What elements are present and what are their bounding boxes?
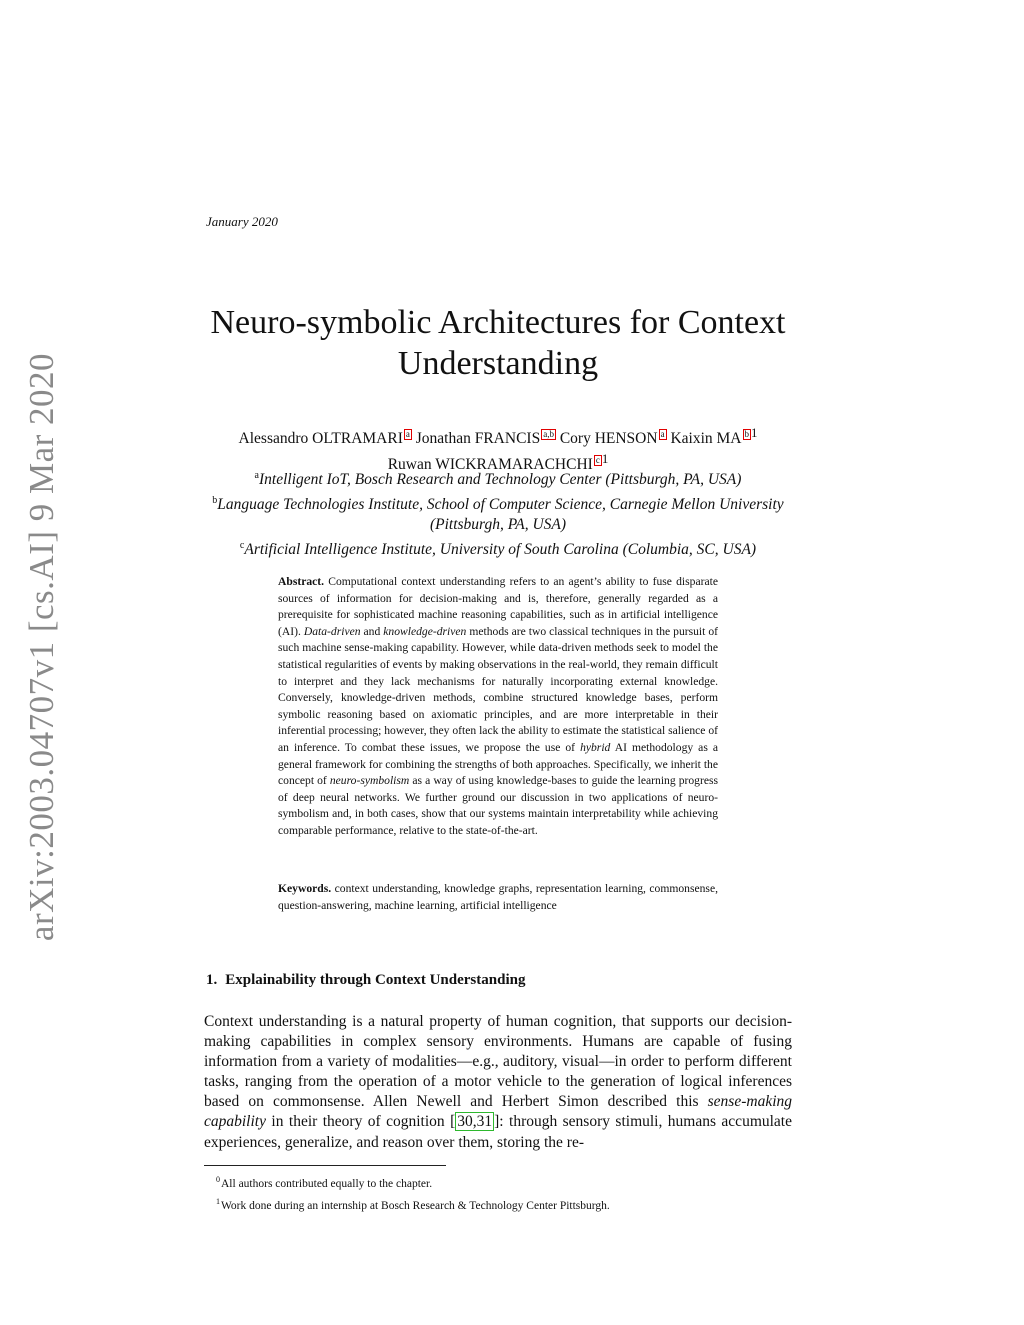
abstract-emphasis: hybrid (580, 740, 611, 754)
footnotes (216, 1171, 610, 1215)
abstract-emphasis: knowledge-driven (383, 624, 467, 638)
abstract-text: methods are two classical techniques in the pursuit of such machine sense-making capability. However, while data-driven methods seek to model the statistical regularities of events by making observations in the real-world, they remain difficult to interpret and they lack mechanisms for naturally incorporating external knowledge. Conversely, knowledge-driven methods, combine structured knowledge bases, perform symbolic reasoning based on axiomatic principles, and are more interpretable in their inferential processing; however, they often lack the ability to estimate the statistical salience of an inference. To combat these issues, we propose the use of (278, 624, 718, 754)
keywords-label: Keywords. (278, 882, 332, 895)
keywords-text: context understanding, knowledge graphs, representation learning, commonsense, question-answering, machine learning, artificial intelligence (278, 882, 718, 912)
footnote-mark: 1 (751, 425, 758, 440)
body-paragraph: Context understanding is a natural property of human cognition, that supports our decision-making capabilities in complex sensory environments. Humans are capable of fusing information from a variety of modalities—e.g., auditory, visual—in order to perform different tasks, ranging from the operation of a motor vehicle to the generation of logical inferences based on commonsense. Allen Newell and Herbert Simon described this sense-making capability in their theory of cognition [ 30,31 ]: through sensory stimuli, humans accumulate experiences, generalize, and reason over them, storing the re- (204, 1013, 793, 1151)
footnote-mark: 0 (216, 1175, 220, 1184)
footnote-mark: 1 (601, 451, 609, 467)
title-line-2: Understanding (397, 345, 599, 382)
section-heading (206, 972, 533, 989)
paper-title (200, 302, 796, 384)
abstract-label: Abstract. (278, 575, 325, 588)
body-text: in their theory of cognition (271, 1113, 445, 1131)
affiliation-text: Language Technologies Institute, School of Computer Science, Carnegie Mellon University (Pittsburgh, PA, USA) (217, 495, 784, 534)
abstract-text: and (363, 624, 381, 638)
affiliation-mark: b (212, 494, 218, 506)
keywords (278, 881, 718, 914)
affiliation-item (190, 536, 806, 561)
author-name: Cory HENSON (559, 430, 658, 448)
abstract-emphasis: Data-driven (303, 624, 361, 638)
abstract-text: AI methodology as a general framework for combining the strengths of both approaches. Specifically, we inherit the concept of (278, 740, 719, 788)
section-title: Explainability through Context Understanding (225, 972, 526, 988)
footnote-item (216, 1193, 610, 1215)
abstract (278, 574, 718, 840)
abstract-text: Computational context understanding refers to an agent’s ability to fuse disparate sources of information for decision-making and is, therefore, generally regarded as a prerequisite for sophisticated machine reasoning capabilities, such as in artificial intelligence (AI). (278, 575, 718, 638)
affiliation-item (190, 491, 806, 536)
footnote-item (216, 1171, 610, 1193)
author-name: Jonathan FRANCIS (415, 430, 541, 448)
affiliation-mark: a (254, 470, 259, 481)
author-name: Alessandro OLTRAMARI (238, 430, 403, 448)
affiliation-text: Intelligent IoT, Bosch Research and Technology Center (Pittsburgh, PA, USA) (259, 471, 742, 489)
affiliation-mark: c (239, 539, 245, 551)
footnote-mark: 1 (216, 1196, 220, 1206)
title-line-1: Neuro-symbolic Architectures for Context (210, 304, 786, 341)
affiliation-item (190, 466, 806, 491)
body-text: : through sensory stimuli, humans accumulate experiences, generalize, and reason over them, storing the re- (204, 1113, 792, 1151)
publication-date: January 2020 (206, 214, 278, 229)
arxiv-identifier-stamp: arXiv:2003.04707v1 [cs.AI] 9 Mar 2020 (22, 352, 61, 942)
footnote-text: Work done during an internship at Bosch Research & Technology Center Pittsburgh. (221, 1199, 610, 1212)
abstract-text: as a way of using knowledge-bases to guide the learning progress of deep neural networks. We further ground our discussion in two applications of neuro-symbolism and, in both cases, show that our systems maintain interpretability while achieving comparable performance, relative to the state-of-the-art. (278, 774, 719, 837)
author-name: Ruwan WICKRAMARACHCHI (387, 456, 593, 474)
affiliation-list (190, 466, 806, 560)
affiliation-text: Artificial Intelligence Institute, University of South Carolina (Columbia, SC, USA) (244, 540, 757, 558)
affiliation-link[interactable]: b (744, 429, 749, 439)
citation-link[interactable]: 30,31 (457, 1113, 493, 1131)
body-emphasis: sense-making capability (204, 1093, 793, 1131)
abstract-emphasis: neuro-symbolism (329, 774, 410, 788)
affiliation-link[interactable]: a (660, 429, 665, 439)
author-name: Kaixin MA (670, 430, 742, 448)
footnote-text: All authors contributed equally to the chapter. (221, 1177, 433, 1190)
affiliation-link[interactable]: c (595, 455, 600, 466)
affiliation-link[interactable]: a,b (543, 429, 554, 439)
affiliation-link[interactable]: a (405, 429, 410, 439)
body-text: Context understanding is a natural property of human cognition, that supports our decision-making capabilities in complex sensory environments. Humans are capable of fusing information from a variety of modalities—e.g., auditory, visual—in order to perform different tasks, ranging from the operation of a motor vehicle to the generation of logical inferences based on commonsense. Allen Newell and Herbert Simon described this (204, 1013, 792, 1111)
footnote-divider (204, 1165, 446, 1166)
section-number: 1. (206, 972, 218, 988)
